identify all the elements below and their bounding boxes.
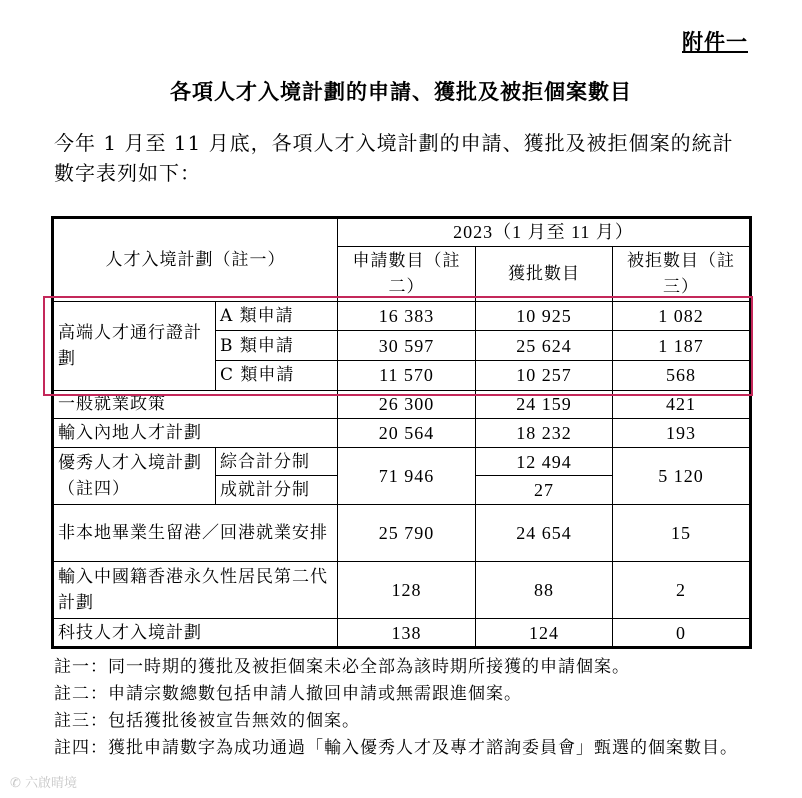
- geps-refused: 421: [613, 390, 751, 419]
- asmtp-name: 輸入內地人才計劃: [53, 419, 338, 448]
- footnote-text: 申請宗數總數包括申請人撤回申請或無需跟進個案。: [108, 684, 522, 704]
- footnote: [54, 681, 764, 708]
- techtas-applications: 138: [338, 619, 476, 648]
- ttps-category: C 類申請: [216, 360, 338, 390]
- watermark-logo-icon: ✆: [10, 776, 26, 791]
- table-row: [53, 390, 751, 419]
- table-row: [53, 504, 751, 561]
- geps-name: 一般就業政策: [53, 390, 338, 419]
- qmas-category: 成就計分制: [216, 476, 338, 505]
- irnig-refused: 15: [613, 504, 751, 561]
- footnote-label: 註四：: [54, 738, 108, 758]
- table-row: [53, 301, 751, 331]
- techtas-approved: 124: [476, 619, 613, 648]
- qmas-approved: 12 494: [476, 447, 613, 476]
- qmas-category: 綜合計分制: [216, 447, 338, 476]
- table-row: [53, 562, 751, 619]
- ttps-refused: 1 082: [613, 301, 751, 331]
- footnote: [54, 735, 764, 762]
- statistics-table: [51, 216, 752, 649]
- ttps-name: 高端人才通行證計劃: [53, 301, 216, 390]
- header-approved: 獲批數目: [476, 246, 613, 301]
- asmtp-approved: 18 232: [476, 419, 613, 448]
- geps-applications: 26 300: [338, 390, 476, 419]
- footnotes: [54, 654, 764, 762]
- geps-approved: 24 159: [476, 390, 613, 419]
- table-row: [53, 419, 751, 448]
- techtas-name: 科技人才入境計劃: [53, 619, 338, 648]
- intro-paragraph: 今年 1 月至 11 月底，各項人才入境計劃的申請、獲批及被拒個案的統計數字表列如下：: [54, 131, 734, 185]
- header-refused: 被拒數目（註三）: [613, 246, 751, 301]
- qmas-approved: 27: [476, 476, 613, 505]
- ttps-applications: 30 597: [338, 331, 476, 361]
- header-scheme: 人才入境計劃（註一）: [53, 218, 338, 302]
- table-row: [53, 447, 751, 476]
- ttps-refused: 1 187: [613, 331, 751, 361]
- ttps-category: B 類申請: [216, 331, 338, 361]
- second-gen-refused: 2: [613, 562, 751, 619]
- qmas-applications: 71 946: [338, 447, 476, 504]
- irnig-approved: 24 654: [476, 504, 613, 561]
- document-title: 各項人才入境計劃的申請、獲批及被拒個案數目: [170, 79, 632, 104]
- footnote: [54, 708, 764, 735]
- footnote-text: 同一時期的獲批及被拒個案未必全部為該時期所接獲的申請個案。: [108, 657, 630, 677]
- techtas-refused: 0: [613, 619, 751, 648]
- ttps-applications: 11 570: [338, 360, 476, 390]
- header-applications: 申請數目（註二）: [338, 246, 476, 301]
- footnote: [54, 654, 764, 681]
- header-period: 2023（1 月至 11 月）: [338, 218, 751, 247]
- footnote-text: 獲批申請數字為成功通過「輸入優秀人才及專才諮詢委員會」甄選的個案數目。: [108, 738, 738, 758]
- second-gen-approved: 88: [476, 562, 613, 619]
- watermark: [10, 772, 77, 791]
- asmtp-refused: 193: [613, 419, 751, 448]
- qmas-name: 優秀人才入境計劃（註四）: [53, 447, 216, 504]
- asmtp-applications: 20 564: [338, 419, 476, 448]
- footnote-label: 註三：: [54, 711, 108, 731]
- annex-label: 附件一: [682, 29, 748, 54]
- table-row: [53, 619, 751, 648]
- ttps-refused: 568: [613, 360, 751, 390]
- ttps-applications: 16 383: [338, 301, 476, 331]
- footnote-text: 包括獲批後被宣告無效的個案。: [108, 711, 360, 731]
- irnig-applications: 25 790: [338, 504, 476, 561]
- ttps-approved: 10 925: [476, 301, 613, 331]
- ttps-category: A 類申請: [216, 301, 338, 331]
- footnote-label: 註一：: [54, 657, 108, 677]
- second-gen-name: 輸入中國籍香港永久性居民第二代計劃: [53, 562, 338, 619]
- watermark-text: 六啟晴境: [25, 776, 78, 791]
- ttps-approved: 10 257: [476, 360, 613, 390]
- qmas-refused: 5 120: [613, 447, 751, 504]
- ttps-approved: 25 624: [476, 331, 613, 361]
- second-gen-applications: 128: [338, 562, 476, 619]
- irnig-name: 非本地畢業生留港／回港就業安排: [53, 504, 338, 561]
- footnote-label: 註二：: [54, 684, 108, 704]
